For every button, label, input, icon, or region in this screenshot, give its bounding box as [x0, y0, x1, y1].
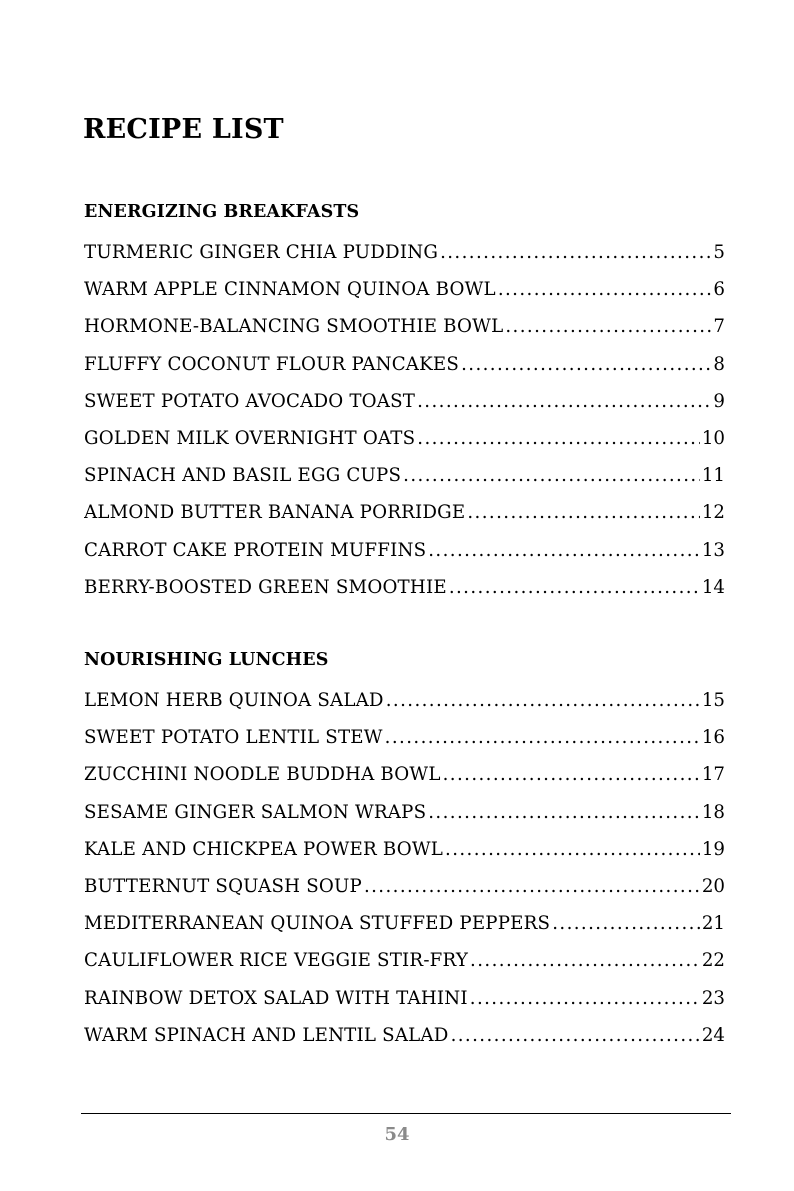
section-heading: ENERGIZING BREAKFASTS: [84, 202, 360, 222]
recipe-entry: [84, 383, 725, 420]
recipe-entry: [84, 532, 725, 569]
recipe-entry: [84, 234, 725, 271]
recipe-title: SWEET POTATO LENTIL STEW: [84, 727, 383, 749]
recipe-page-number: 7: [713, 316, 725, 338]
footer-divider: [81, 1113, 731, 1114]
recipe-title: BUTTERNUT SQUASH SOUP: [84, 875, 362, 897]
recipe-entry: [84, 719, 725, 756]
dot-leader: [505, 308, 711, 345]
recipe-title: WARM SPINACH AND LENTIL SALAD: [84, 1024, 449, 1046]
recipe-page-number: 20: [701, 875, 725, 897]
dot-leader: [445, 831, 700, 868]
section-heading: NOURISHING LUNCHES: [84, 650, 329, 670]
recipe-entry: [84, 980, 725, 1017]
recipe-page-number: 16: [701, 727, 725, 749]
dot-leader: [385, 719, 700, 756]
recipe-title: SESAME GINGER SALMON WRAPS: [84, 801, 427, 823]
recipe-title: SPINACH AND BASIL EGG CUPS: [84, 465, 402, 487]
recipe-entry: [84, 794, 725, 831]
dot-leader: [470, 980, 700, 1017]
recipe-entry: [84, 569, 725, 606]
recipe-entry: [84, 1017, 725, 1054]
dot-leader: [467, 494, 699, 531]
recipe-list: [84, 682, 725, 1054]
page-number: 54: [384, 1124, 410, 1145]
recipe-title: ALMOND BUTTER BANANA PORRIDGE: [84, 502, 466, 524]
recipe-page-number: 23: [701, 987, 725, 1009]
recipe-page-number: 15: [701, 690, 725, 711]
recipe-page-number: 24: [701, 1024, 725, 1046]
recipe-page-number: 12: [701, 502, 725, 524]
dot-leader: [440, 234, 711, 271]
dot-leader: [403, 457, 700, 494]
recipe-page-number: 18: [701, 801, 725, 823]
recipe-title: HORMONE-BALANCING SMOOTHIE BOWL: [84, 316, 504, 338]
recipe-entry: [84, 831, 725, 868]
recipe-page-number: 8: [713, 353, 725, 375]
dot-leader: [386, 682, 700, 719]
recipe-title: BERRY-BOOSTED GREEN SMOOTHIE: [84, 576, 447, 598]
recipe-page-number: 6: [713, 279, 725, 301]
recipe-title: CARROT CAKE PROTEIN MUFFINS: [84, 539, 427, 561]
recipe-page-number: 17: [701, 764, 725, 786]
recipe-title: TURMERIC GINGER CHIA PUDDING: [84, 242, 439, 263]
page-title: RECIPE LIST: [83, 114, 284, 145]
recipe-entry: [84, 905, 725, 942]
dot-leader: [417, 420, 700, 457]
recipe-page-number: 14: [701, 576, 725, 598]
section-nourishing-lunches: [84, 647, 725, 1054]
recipe-entry: [84, 942, 725, 979]
dot-leader: [443, 756, 700, 793]
recipe-page-number: 10: [701, 427, 725, 449]
recipe-entry: [84, 868, 725, 905]
recipe-title: GOLDEN MILK OVERNIGHT OATS: [84, 427, 416, 449]
dot-leader: [428, 532, 700, 569]
recipe-entry: [84, 346, 725, 383]
recipe-title: LEMON HERB QUINOA SALAD: [84, 690, 384, 711]
recipe-list: [84, 234, 725, 606]
recipe-entry: [84, 682, 725, 719]
recipe-title: FLUFFY COCONUT FLOUR PANCAKES: [84, 353, 460, 375]
recipe-page-number: 22: [701, 950, 725, 972]
recipe-entry: [84, 271, 725, 308]
recipe-title: CAULIFLOWER RICE VEGGIE STIR-FRY: [84, 950, 469, 972]
dot-leader: [417, 383, 711, 420]
recipe-page-number: 21: [701, 913, 725, 935]
dot-leader: [428, 794, 700, 831]
recipe-page-number: 9: [713, 390, 725, 412]
recipe-entry: [84, 457, 725, 494]
dot-leader: [498, 271, 712, 308]
dot-leader: [449, 569, 700, 606]
recipe-title: SWEET POTATO AVOCADO TOAST: [84, 390, 416, 412]
recipe-page-number: 5: [713, 242, 725, 263]
recipe-page-number: 11: [701, 465, 725, 487]
recipe-page-number: 13: [701, 539, 725, 561]
recipe-title: MEDITERRANEAN QUINOA STUFFED PEPPERS: [84, 913, 551, 935]
dot-leader: [552, 905, 700, 942]
recipe-title: KALE AND CHICKPEA POWER BOWL: [84, 838, 444, 860]
recipe-title: WARM APPLE CINNAMON QUINOA BOWL: [84, 279, 496, 301]
dot-leader: [470, 942, 700, 979]
recipe-title: ZUCCHINI NOODLE BUDDHA BOWL: [84, 764, 441, 786]
dot-leader: [451, 1017, 700, 1054]
recipe-entry: [84, 420, 725, 457]
recipe-entry: [84, 308, 725, 345]
dot-leader: [461, 346, 711, 383]
recipe-page-number: 19: [701, 838, 725, 860]
section-energizing-breakfasts: [84, 199, 725, 606]
dot-leader: [364, 868, 700, 905]
recipe-entry: [84, 756, 725, 793]
recipe-title: RAINBOW DETOX SALAD WITH TAHINI: [84, 987, 468, 1009]
recipe-entry: [84, 494, 725, 531]
